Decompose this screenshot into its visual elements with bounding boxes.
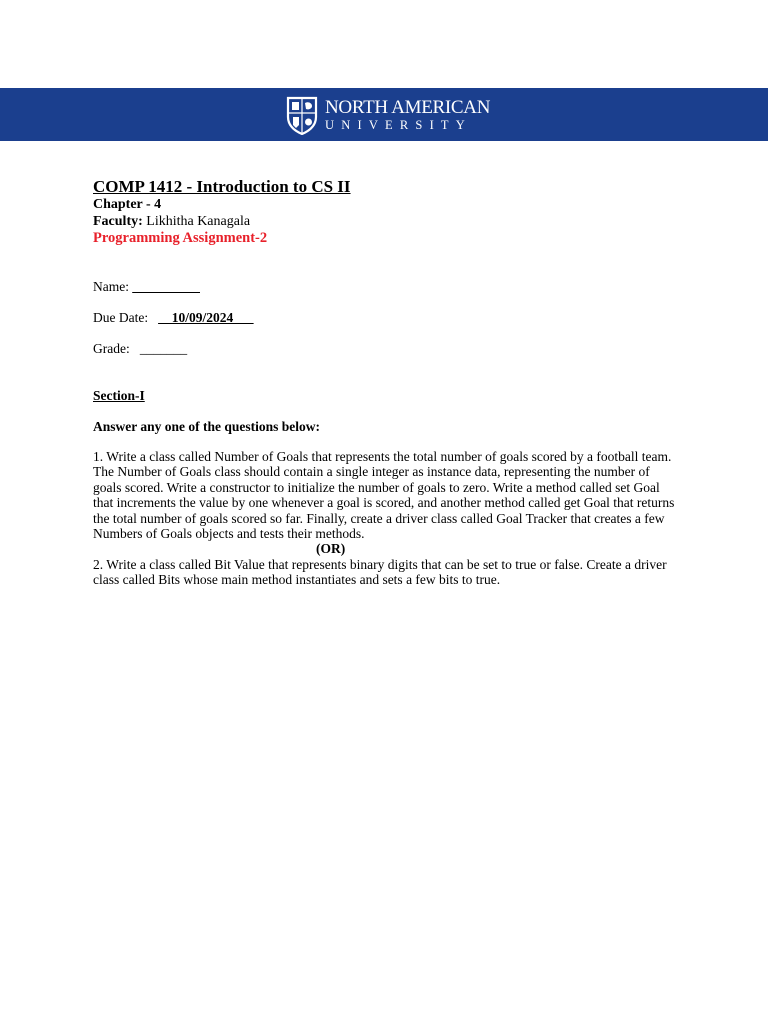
or-separator: (OR) bbox=[316, 541, 346, 557]
logo-line-1: NORTH AMERICAN bbox=[325, 97, 491, 118]
question-2: 2. Write a class called Bit Value that represents binary digits that can be set to true or false. Create a driver class called Bits whose main method instantiates and sets a few bits to true. bbox=[93, 556, 667, 588]
course-title: COMP 1412 - Introduction to CS II bbox=[93, 177, 351, 196]
grade-value: _______ bbox=[139, 341, 188, 356]
section-instruction: Answer any one of the questions below: bbox=[93, 419, 321, 434]
faculty-label: Faculty: bbox=[93, 213, 143, 229]
university-logo bbox=[285, 94, 490, 136]
faculty-name: Likhitha Kanagala bbox=[146, 213, 251, 229]
due-date-value: __10/09/2024___ bbox=[158, 310, 254, 325]
due-date-label: Due Date: bbox=[93, 310, 149, 325]
due-date-field bbox=[93, 310, 254, 326]
grade-label: Grade: bbox=[93, 341, 130, 356]
university-crest-icon bbox=[285, 95, 319, 135]
grade-field bbox=[93, 341, 187, 357]
course-info bbox=[93, 177, 678, 247]
name-field bbox=[93, 279, 200, 295]
name-label: Name: bbox=[93, 279, 129, 294]
section-heading bbox=[93, 388, 145, 404]
assignment-title: Programming Assignment-2 bbox=[93, 230, 268, 246]
name-value: __ __ bbox=[132, 279, 200, 294]
chapter-label: Chapter - 4 bbox=[93, 197, 162, 212]
question-1: 1. Write a class called Number of Goals that represents the total number of goals scored by a football team. The Number of Goals class should contain a single integer as instance data, representing the number of goals scored. Write a constructor to initialize the number of goals to zero. Write a method called set Goal that increments the value by one whenever a goal is scored, and another method called get Goal that returns the total number of goals scored so far. Finally, create a driver class called Goal Tracker that creates a few Numbers of Goals objects and tests their methods. bbox=[93, 449, 675, 542]
logo-line-2: UNIVERSITY bbox=[325, 118, 472, 132]
faculty-line bbox=[93, 214, 678, 231]
questions-block bbox=[93, 449, 678, 588]
section-title: Section-I bbox=[93, 388, 145, 403]
